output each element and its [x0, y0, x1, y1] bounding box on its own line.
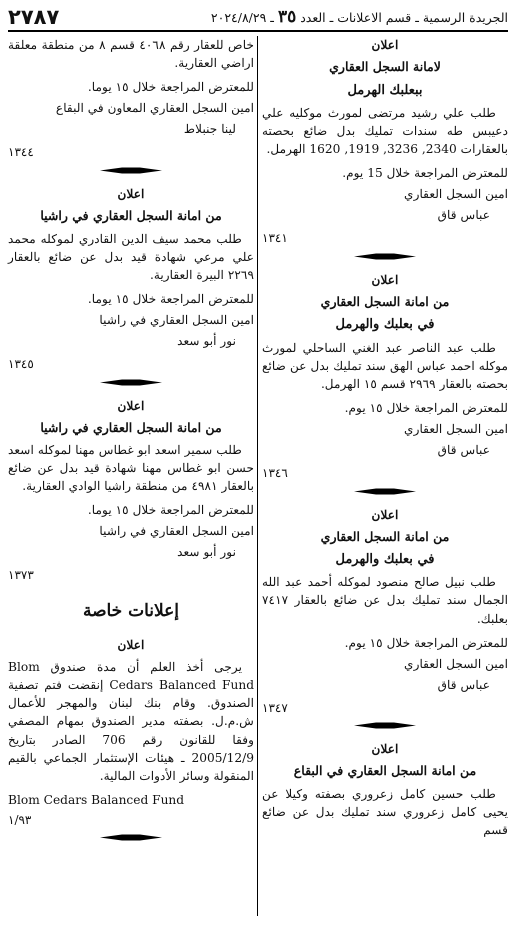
ad-body: طلب عبد الناصر عبد الغني الساحلي لمورث موكله احمد عباس الهق سند تمليك بدل عن ضائع بحصته بالعقار ٢٩٦٩ قسم ١٥ الهرمل. [262, 340, 508, 391]
ad-label: اعلان [371, 38, 399, 52]
ad-objection: للمعترض المراجعة خلال ١٥ يوم. [344, 635, 508, 650]
ad-block [8, 397, 254, 586]
separator-ornament [8, 166, 254, 175]
header-title-prefix: الجريدة الرسمية ـ قسم الاعلانات ـ العدد [300, 10, 508, 25]
ad-reference: ١٣٤٥ [8, 356, 34, 371]
ad-objection: للمعترض المراجعة خلال ١٥ يوما. [87, 503, 254, 518]
ad-signer-title: امين السجل العقاري [404, 421, 508, 436]
ad-reference: ١٣٤٦ [262, 465, 288, 480]
ad-subtitle: في بعلبك والهرمل [335, 552, 435, 568]
ad-signer-name: عباس قاق [437, 442, 490, 457]
ad-body: طلب سمير اسعد ابو غطاس مهنا لموكله اسعد حسن ابو غطاس مهنا شهادة قيد بدل عن ضائع بالعقار ٤٩٨١ من منطقة راشيا الوادي العقارية. [8, 443, 254, 494]
ad-reference: ١٣٤٧ [262, 700, 288, 715]
ad-label: اعلان [371, 507, 399, 522]
ad-block [262, 36, 508, 261]
separator-ornament [262, 252, 508, 261]
ad-label: اعلان [117, 186, 145, 201]
ad-signer-title: امين السجل العقاري [404, 186, 508, 201]
separator-ornament [8, 378, 254, 387]
ad-objection: للمعترض المراجعة خلال ١٥ يوما. [87, 291, 254, 306]
ad-block [262, 506, 508, 731]
ad-title: من امانة السجل العقاري في راشيا [40, 419, 222, 435]
ad-continuation [8, 36, 254, 175]
ad-title: من امانة السجل العقاري [320, 528, 450, 544]
left-column [8, 36, 254, 852]
ad-objection: للمعترض المراجعة خلال ١٥ يوم. [344, 400, 508, 415]
ad-title: من امانة السجل العقاري [320, 293, 450, 309]
ad-signer-name: نور أبو سعد [177, 545, 236, 560]
ad-block [262, 740, 508, 839]
separator-ornament [262, 721, 508, 730]
ad-body: طلب حسين كامل زعروري بصفته وكيلا عن يحيى كامل زعروري سند تمليك بدل عن ضائع قسم [262, 786, 508, 838]
ad-signer-title: امين السجل العقاري المعاون في البقاع [55, 101, 254, 116]
ad-label: اعلان [371, 272, 399, 287]
ad-body: طلب محمد سيف الدين القادري لموكله محمد علي مرعي شهادة قيد بدل عن ضائع بالعقار ٢٢٦٩ البيرة العقارية. [8, 231, 254, 282]
ad-body: يرجى أخذ العلم أن مدة صندوق Blom Cedars Balanced Fund إنقضت فتم تصفية الصندوق. وقام بنك لبنان والمهجر للأعمال ش.م.ل. بصفته مدير الصندوق بمهام المصفي وفقا للقانون رقم 706 الصادر بتاريخ 2005/12/9 ـ هيئات الإستثمار الجماعي بالقيم المنقولة وسائر الأدوات المالية. [8, 660, 254, 783]
ad-body: طلب نبيل صالح منصود لموكله أحمد عبد الله الجمال سند تمليك بدل عن ضائع بالعقار ٧٤١٧ بعلبك. [262, 575, 508, 626]
ad-subtitle: ببعلبك الهرمل [347, 82, 423, 98]
ad-reference: ١٣٤١ [262, 231, 288, 246]
ad-signer: Blom Cedars Balanced Fund [8, 792, 185, 807]
ad-subtitle: في بعلبك والهرمل [335, 317, 435, 333]
ad-reference: ١٣٧٣ [8, 568, 34, 583]
ad-objection: للمعترض المراجعة خلال 15 يوم. [342, 165, 508, 180]
issue-number: ٣٥ [277, 7, 297, 27]
ad-block [8, 185, 254, 387]
ad-signer-title: امين السجل العقاري في راشيا [99, 524, 254, 539]
right-column [262, 36, 508, 845]
ad-title: من امانة السجل العقاري في راشيا [40, 208, 222, 224]
ad-signer-title: امين السجل العقاري في راشيا [99, 312, 254, 327]
ad-signer-name: عباس قاق [437, 208, 490, 223]
header-title [211, 7, 508, 30]
ad-objection: للمعترض المراجعة خلال ١٥ يوما. [87, 80, 254, 95]
ad-body: طلب علي رشيد مرتضى لمورث موكليه علي دعيبس طه سندات تمليك بدل ضائع بحصته بالعقارات 2340, 3236, 1919, 1620 الهرمل. [262, 105, 508, 156]
ad-body: خاص للعقار رقم ٤٠٦٨ قسم ٨ من منطقة معلقة اراضي العقارية. [8, 38, 254, 71]
ad-block [262, 271, 508, 496]
section-title: إعلانات خاصة [82, 601, 180, 622]
ad-signer-title: امين السجل العقاري [404, 656, 508, 671]
page-header [8, 4, 508, 32]
ad-label: اعلان [117, 398, 145, 413]
column-divider [257, 36, 258, 916]
ad-label: اعلان [117, 638, 145, 653]
separator-ornament [8, 833, 254, 842]
separator-ornament [262, 487, 508, 496]
ad-signer-name: عباس قاق [437, 677, 490, 692]
ad-reference: ١٣٤٤ [8, 145, 34, 160]
ad-label: اعلان [371, 742, 399, 757]
ad-title: لامانة السجل العقاري [329, 59, 441, 75]
ad-signer-name: نور أبو سعد [177, 333, 236, 348]
header-date: ـ ٢٠٢٤/٨/٢٩ [210, 10, 274, 25]
ad-signer-name: لينا جنبلاط [183, 122, 236, 137]
page-number: ٢٧٨٧ [8, 5, 60, 29]
ad-reference: ١/٩٣ [8, 812, 32, 827]
ad-title: من امانة السجل العقاري في البقاع [293, 763, 477, 779]
special-announcements [8, 599, 254, 842]
